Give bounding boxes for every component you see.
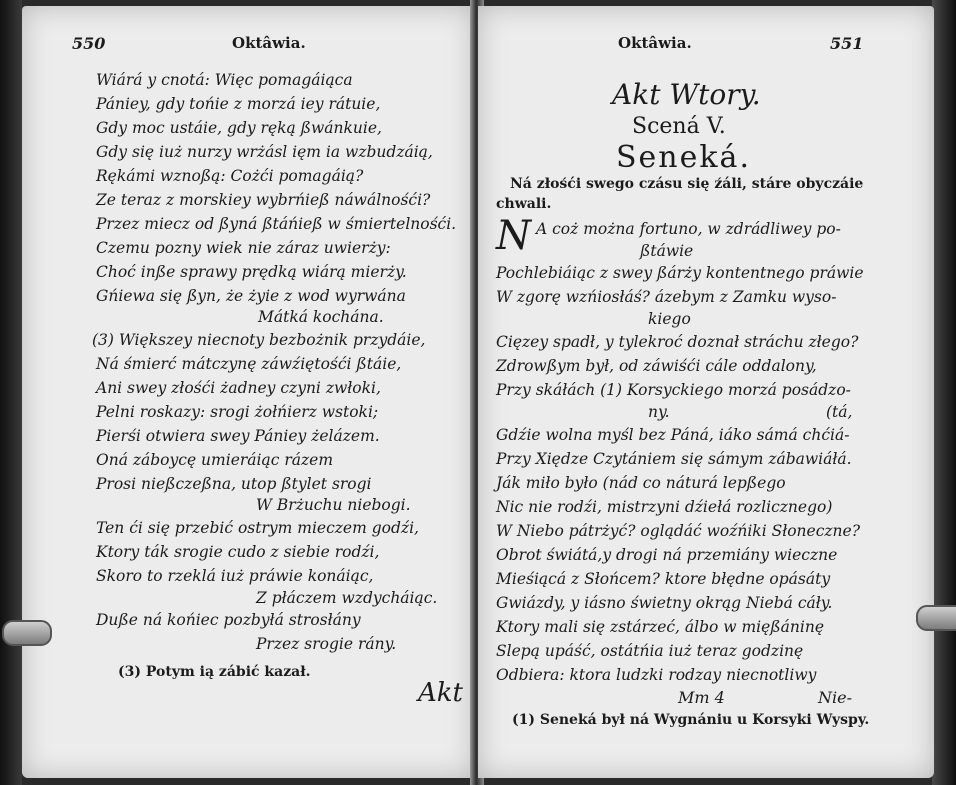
scene-title: Scená V. (632, 114, 726, 139)
act-title: Akt Wtory. (612, 78, 761, 111)
left-verse-line: Pelni roskazy: srogi żołńierz wstoki; (96, 403, 379, 421)
right-footnote: (1) Seneká był ná Wygnániu u Korsyki Wyspy. (512, 712, 870, 728)
right-verse-line: Przy Xiędze Czytániem się sámym zábawiáłá. (496, 450, 852, 468)
left-footnote: (3) Potym ią zábić kazał. (118, 664, 311, 680)
left-verse-line: Duße ná końiec pozbyłá strosłány (96, 611, 361, 629)
left-verse-line: Gńiewa się ßyn, że żyie z wod wyrwána (96, 287, 406, 305)
right-verse-line: Gwiázdy, y iásno świetny okrąg Niebá cáły. (496, 594, 833, 612)
left-verse-line: Ani swey złośći żadney czyni zwłoki, (96, 379, 381, 397)
left-verse-line: Prosi nießczeßna, utop ßtylet srogi (96, 475, 372, 493)
left-verse-line: Oná záboycę umieráiąc rázem (96, 451, 334, 469)
signature-mark: Mm 4 (678, 688, 725, 707)
scan-border-right (932, 0, 956, 785)
page-clip-left (2, 620, 52, 646)
right-verse-line: Przy skáłách (1) Korsyckiego morzá posádzo- (496, 381, 851, 399)
right-verse-line: Odbiera: ktora ludzki rodzay niecnotliwy (496, 666, 817, 684)
left-verse-line: Ten ći się przebić ostrym mieczem godźi, (96, 519, 419, 537)
left-verse-line: Z płáczem wzdycháiąc. (256, 589, 438, 607)
right-verse-line: Nic nie rodźi, mistrzyni dźiełá rozlicznego) (496, 498, 833, 516)
left-verse-line: Przez miecz od ßyná ßtáńieß w śmiertelnośći. (96, 215, 457, 233)
page-clip-right (916, 605, 956, 631)
right-running-head: Oktâwia. (618, 34, 692, 52)
stage-direction-continued: chwali. (496, 196, 552, 212)
right-verse-line: A coż można fortuno, w zdrádliwey po- (536, 220, 841, 238)
left-verse-line: Choć inße sprawy prędką wiárą mierży. (96, 263, 407, 281)
left-verse-line: Przez srogie rány. (256, 635, 397, 653)
left-verse-line: Ze teraz z morskiey wybrńieß náwálnośći? (96, 191, 431, 209)
right-verse-line: W Niebo pátrżyć? oglądáć woźńiki Słoneczne? (496, 522, 861, 540)
scan-border-left (0, 0, 22, 785)
right-verse-line: Pochlebiáiąc z swey ßárży kontentnego práwie (496, 264, 864, 282)
right-verse-line: Mieśiącá z Słońcem? ktore błędne opásáty (496, 570, 831, 588)
left-verse-line: Skoro to rzeklá iuż práwie konáiąc, (96, 567, 374, 585)
right-verse-line: Ktory mali się zstárzeć, álbo w mięßáninę (496, 618, 824, 636)
right-verse-line: Obrot świátá,y drogi ná przemiány wieczne (496, 546, 838, 564)
right-verse-line: ßtáwie (640, 242, 694, 260)
left-verse-line: Rękámi wznoßą: Cożći pomagáią? (96, 167, 364, 185)
right-catchword: Nie- (818, 688, 852, 707)
right-page-number: 551 (830, 34, 864, 53)
left-page-number: 550 (72, 34, 106, 53)
right-verse-line: Gdźie wolna myśl bez Páná, iáko sámá chćiá- (496, 426, 850, 444)
left-verse-line: Czemu pozny wiek nie záraz uwierży: (96, 239, 391, 257)
left-running-head: Oktâwia. (232, 34, 306, 52)
speaker-name: Seneká. (616, 140, 751, 175)
right-verse-line: Zdrowßym był, od záwiśći cále oddalony, (496, 357, 817, 375)
left-verse-line: Gdy się iuż nurzy wrżásl ięm ia wzbudzáią, (96, 143, 433, 161)
stage-direction: Ná złośći swego czásu się źáli, stáre obyczáie (510, 176, 864, 192)
left-verse-line: Gdy moc ustáie, gdy ręką ßwánkuie, (96, 119, 382, 137)
left-verse-line: Pierśi otwiera swey Pániey żelázem. (96, 427, 380, 445)
left-catchword: Akt (418, 678, 463, 708)
right-verse-line: W zgorę wzńiosłáś? ázebym z Zamku wyso- (496, 288, 837, 306)
right-verse-line: kiego (648, 310, 691, 328)
right-verse-line: Slepą upáść, ostátńia iuż teraz godzinę (496, 642, 804, 660)
right-verse-line: Ják miło było (nád co náturá lepßego (496, 474, 786, 492)
left-verse-line: Mátká kochána. (258, 308, 384, 326)
left-verse-line: Pániey, gdy tońie z morzá iey rátuie, (96, 95, 381, 113)
right-verse-line: (tá, (826, 403, 853, 421)
left-verse-line: Wiárá y cnotá: Więc pomagáiąca (96, 71, 353, 89)
left-verse-line: Ná śmierć mátczynę záwźiętośći ßtáie, (96, 355, 402, 373)
left-verse-line: Ktory ták srogie cudo z siebie rodźi, (96, 543, 380, 561)
left-verse-line: (3) Większey niecnoty bezbożnik przydáie, (92, 331, 426, 349)
left-verse-line: W Brżuchu niebogi. (256, 496, 411, 514)
right-verse-line: ny. (648, 403, 670, 421)
right-verse-line: Cięzey spadł, y tylekroć doznał stráchu złego? (496, 333, 859, 351)
drop-cap: N (496, 213, 531, 259)
